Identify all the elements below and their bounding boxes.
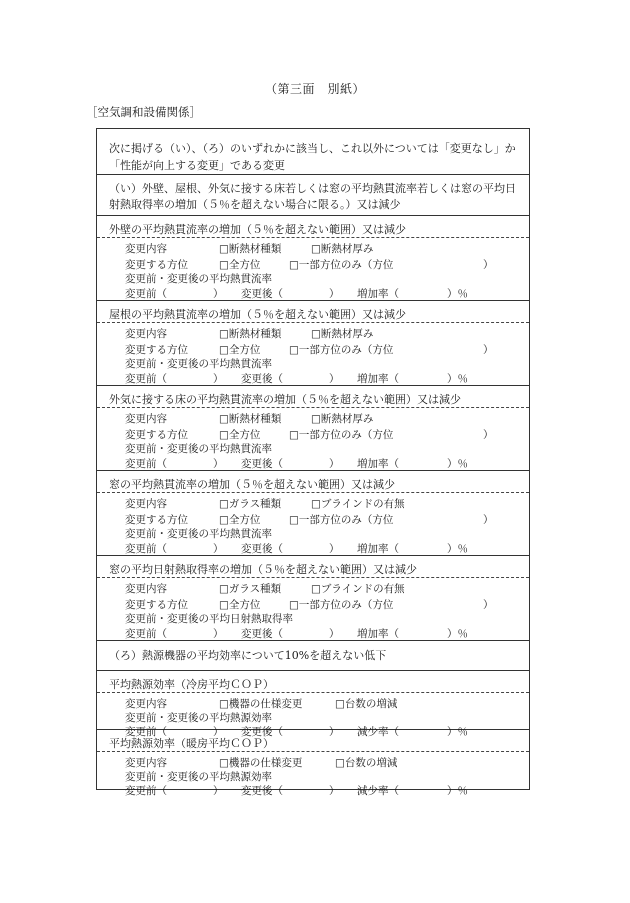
after-field-label: 変更後（ [241, 288, 283, 300]
section-label: ［空気調和設備関係］ [86, 105, 201, 119]
before-field-close: ） [213, 373, 224, 385]
after-field-label: 変更後（ [241, 373, 283, 385]
dashed-divider [97, 322, 529, 323]
value-label: 変更前・変更後の平均熱源効率 [125, 712, 272, 724]
rate-field-close: ）％ [447, 726, 468, 738]
block-title: 平均熱源効率（冷房平均ＣＯＰ） [109, 678, 274, 691]
option-checkbox[interactable]: □台数の増減 [335, 757, 398, 769]
block-window-u [97, 471, 529, 556]
change-label: 変更内容 [125, 757, 167, 769]
rate-field-close: ）％ [447, 543, 468, 555]
after-field-label: 変更後（ [241, 726, 283, 738]
block-title: 外壁の平均熱貫流率の増加（５％を超えない範囲）又は減少 [109, 223, 406, 236]
rate-field-label: 減少率（ [357, 726, 399, 738]
rate-field-close: ）％ [447, 458, 468, 470]
rate-field-label: 増加率（ [357, 288, 399, 300]
block-title: 平均熱源効率（暖房平均ＣＯＰ） [109, 737, 274, 750]
after-field-label: 変更後（ [241, 543, 283, 555]
before-field-label: 変更前（ [125, 785, 167, 797]
after-field-close: ） [329, 458, 340, 470]
partial-direction-checkbox[interactable]: □一部方位のみ（方位 [289, 514, 394, 526]
dashed-divider [97, 492, 529, 493]
block-cop-heating [97, 730, 529, 797]
before-field-label: 変更前（ [125, 458, 167, 470]
all-directions-checkbox[interactable]: □全方位 [219, 259, 261, 271]
option-checkbox[interactable]: □ガラス種類 [219, 583, 282, 595]
before-field-close: ） [213, 726, 224, 738]
change-label: 変更内容 [125, 243, 167, 255]
direction-label: 変更する方位 [125, 514, 188, 526]
option-checkbox[interactable]: □台数の増減 [335, 698, 398, 710]
value-label: 変更前・変更後の平均熱貫流率 [125, 273, 272, 285]
before-field-label: 変更前（ [125, 543, 167, 555]
after-field-close: ） [329, 628, 340, 640]
paren-close: ） [483, 514, 494, 526]
option-checkbox[interactable]: □機器の仕様変更 [219, 698, 303, 710]
block-title: 外気に接する床の平均熱貫流率の増加（５％を超えない範囲）又は減少 [109, 393, 461, 406]
value-label: 変更前・変更後の平均熱貫流率 [125, 528, 272, 540]
form-frame [96, 128, 530, 797]
rate-field-label: 増加率（ [357, 543, 399, 555]
option-checkbox[interactable]: □ブラインドの有無 [311, 498, 405, 510]
all-directions-checkbox[interactable]: □全方位 [219, 599, 261, 611]
block-wall [97, 216, 529, 301]
after-field-label: 変更後（ [241, 628, 283, 640]
change-label: 変更内容 [125, 583, 167, 595]
value-label: 変更前・変更後の平均日射熱取得率 [125, 613, 293, 625]
block-roof [97, 301, 529, 386]
after-field-close: ） [329, 785, 340, 797]
change-label: 変更内容 [125, 498, 167, 510]
dashed-divider [97, 751, 529, 752]
direction-label: 変更する方位 [125, 599, 188, 611]
group-i-heading: （い）外壁、屋根、外気に接する床若しくは窓の平均熱貫流率若しくは窓の平均日射熱取得率の増加（５％を超えない場合に限る。）又は減少 [97, 175, 529, 216]
option-checkbox[interactable]: □断熱材種類 [219, 243, 282, 255]
option-checkbox[interactable]: □断熱材種類 [219, 328, 282, 340]
paren-close: ） [483, 344, 494, 356]
before-field-close: ） [213, 628, 224, 640]
after-field-label: 変更後（ [241, 458, 283, 470]
after-field-close: ） [329, 288, 340, 300]
before-field-label: 変更前（ [125, 726, 167, 738]
block-title: 窓の平均日射熱取得率の増加（５％を超えない範囲）又は減少 [109, 563, 417, 576]
partial-direction-checkbox[interactable]: □一部方位のみ（方位 [289, 429, 394, 441]
block-cop-cooling [97, 671, 529, 738]
rate-field-close: ）％ [447, 628, 468, 640]
option-checkbox[interactable]: □断熱材種類 [219, 413, 282, 425]
paren-close: ） [483, 599, 494, 611]
all-directions-checkbox[interactable]: □全方位 [219, 429, 261, 441]
change-label: 変更内容 [125, 328, 167, 340]
before-field-close: ） [213, 458, 224, 470]
after-field-close: ） [329, 726, 340, 738]
rate-field-label: 増加率（ [357, 373, 399, 385]
option-checkbox[interactable]: □ブラインドの有無 [311, 583, 405, 595]
all-directions-checkbox[interactable]: □全方位 [219, 514, 261, 526]
direction-label: 変更する方位 [125, 429, 188, 441]
option-checkbox[interactable]: □断熱材厚み [311, 328, 374, 340]
value-label: 変更前・変更後の平均熱貫流率 [125, 358, 272, 370]
rate-field-close: ）％ [447, 373, 468, 385]
before-field-close: ） [213, 543, 224, 555]
before-field-close: ） [213, 785, 224, 797]
intro-text: 次に掲げる（い）、（ろ）のいずれかに該当し、これ以外については「変更なし」か「性能が向上する変更」である変更 [97, 129, 529, 175]
partial-direction-checkbox[interactable]: □一部方位のみ（方位 [289, 599, 394, 611]
option-checkbox[interactable]: □断熱材厚み [311, 243, 374, 255]
after-field-close: ） [329, 543, 340, 555]
before-field-label: 変更前（ [125, 628, 167, 640]
all-directions-checkbox[interactable]: □全方位 [219, 344, 261, 356]
dashed-divider [97, 577, 529, 578]
partial-direction-checkbox[interactable]: □一部方位のみ（方位 [289, 344, 394, 356]
value-label: 変更前・変更後の平均熱貫流率 [125, 443, 272, 455]
dashed-divider [97, 692, 529, 693]
block-title: 窓の平均熱貫流率の増加（５％を超えない範囲）又は減少 [109, 478, 395, 491]
before-field-label: 変更前（ [125, 373, 167, 385]
direction-label: 変更する方位 [125, 259, 188, 271]
rate-field-close: ）％ [447, 288, 468, 300]
block-floor [97, 386, 529, 471]
direction-label: 変更する方位 [125, 344, 188, 356]
block-window-eta [97, 556, 529, 641]
change-label: 変更内容 [125, 698, 167, 710]
block-title: 屋根の平均熱貫流率の増加（５％を超えない範囲）又は減少 [109, 308, 406, 321]
rate-field-close: ）％ [447, 785, 468, 797]
before-field-label: 変更前（ [125, 288, 167, 300]
paren-close: ） [483, 429, 494, 441]
option-checkbox[interactable]: □断熱材厚み [311, 413, 374, 425]
dashed-divider [97, 237, 529, 238]
page-title: （第三面 別紙） [264, 82, 365, 96]
rate-field-label: 減少率（ [357, 785, 399, 797]
option-checkbox[interactable]: □機器の仕様変更 [219, 757, 303, 769]
value-label: 変更前・変更後の平均熱源効率 [125, 771, 272, 783]
after-field-label: 変更後（ [241, 785, 283, 797]
rate-field-label: 増加率（ [357, 628, 399, 640]
dashed-divider [97, 407, 529, 408]
before-field-close: ） [213, 288, 224, 300]
change-label: 変更内容 [125, 413, 167, 425]
rate-field-label: 増加率（ [357, 458, 399, 470]
group-ro-heading: （ろ）熱源機器の平均効率について10%を超えない低下 [97, 641, 529, 671]
partial-direction-checkbox[interactable]: □一部方位のみ（方位 [289, 259, 394, 271]
option-checkbox[interactable]: □ガラス種類 [219, 498, 282, 510]
after-field-close: ） [329, 373, 340, 385]
paren-close: ） [483, 259, 494, 271]
